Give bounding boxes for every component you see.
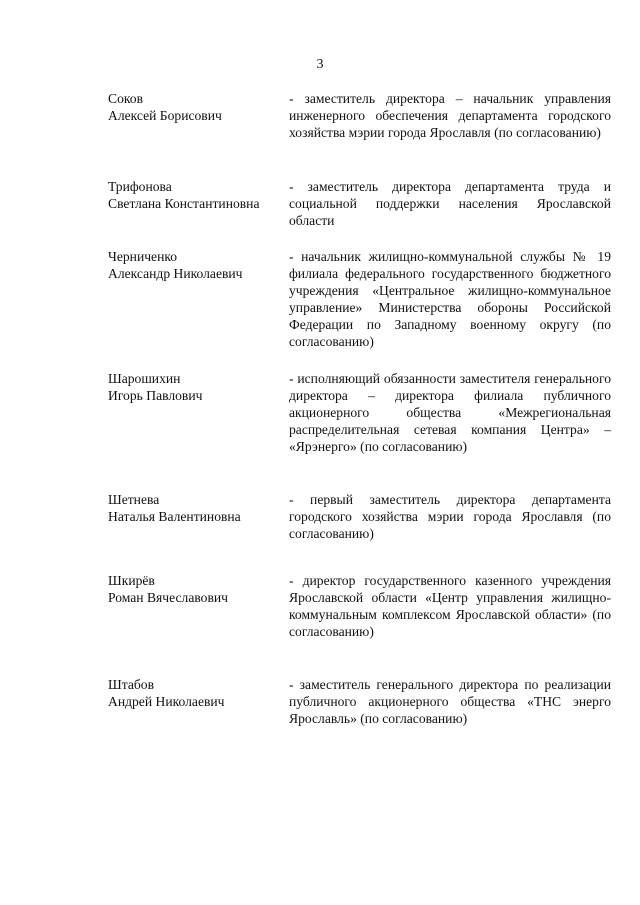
surname: Соков [108,91,143,106]
position-description: - заместитель директора департамента труда и социальной поддержки населения Ярославской области [289,179,611,228]
position-description: - директор государственного казенного учреждения Ярославской области «Центр управления жилищно-коммунальным комплексом Ярославской области» (по согласованию) [289,573,611,639]
given-names: Алексей Борисович [108,108,222,123]
position-description: - начальник жилищно-коммунальной службы № 19 филиала федерального государственного бюджетного учреждения «Центральное жилищно-коммунальное управление» Министерства обороны Российской Федерации по Западному военному округу (по согласованию) [289,249,611,349]
position-description: - заместитель генерального директора по реализации публичного акционерного общества «ТНС энерго Ярославль» (по согласованию) [289,677,611,726]
surname: Черниченко [108,249,178,264]
surname: Трифонова [108,179,172,194]
person-name [108,370,288,404]
person-name [108,248,288,282]
person-name [108,491,288,525]
given-names: Роман Вячеславович [108,590,229,605]
surname: Шкирёв [108,573,155,588]
given-names: Наталья Валентиновна [108,509,241,524]
given-names: Александр Николаевич [108,266,243,281]
surname: Шарошихин [108,371,181,386]
position-description: - заместитель директора – начальник управления инженерного обеспечения департамента городского хозяйства мэрии города Ярославля (по согласованию) [289,91,611,140]
given-names: Игорь Павлович [108,388,203,403]
position-description: - первый заместитель директора департамента городского хозяйства мэрии города Ярославля (по согласованию) [289,492,611,541]
person-name [108,178,288,212]
surname: Шетнева [108,492,160,507]
person-name [108,572,288,606]
position-description: - исполняющий обязанности заместителя генерального директора – директора филиала публичного акционерного общества «Межрегиональная распределительная сетевая компания Центра» – «Ярэнерго» (по согласованию) [289,371,611,454]
person-name [108,90,288,124]
surname: Штабов [108,677,154,692]
given-names: Андрей Николаевич [108,694,225,709]
person-name [108,676,288,710]
given-names: Светлана Константиновна [108,196,260,211]
page-number: 3 [316,57,324,72]
